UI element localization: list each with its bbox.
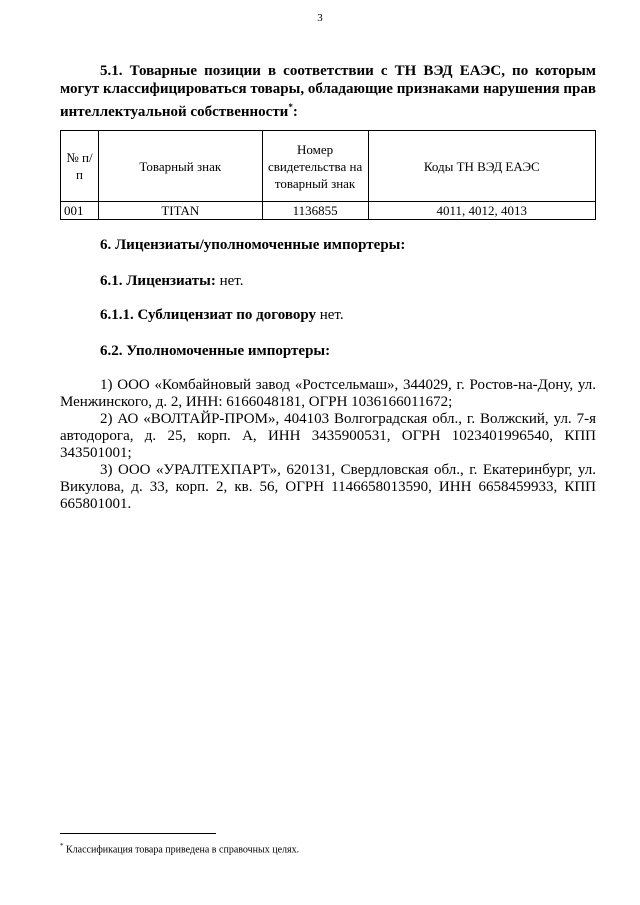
heading-text: 5.1. Товарные позиции в соответствии с ТН ВЭД ЕАЭС, по которым могут классифицироваться товары, обладающие признаками нарушения прав интеллектуальной собственности xyxy=(60,63,596,120)
section-6-2-heading xyxy=(100,342,330,360)
importer-item: 3) ООО «УРАЛТЕХПАРТ», 620131, Свердловская обл., г. Екатеринбург, ул. Викулова, д. 33, корп. 2, кв. 56, ОГРН 1146658013590, ИНН 6658459933, КПП 665801001. xyxy=(60,462,596,512)
page-number: 3 xyxy=(317,12,323,24)
section-6-1-1-value: нет. xyxy=(315,307,344,323)
cell-certificate-number: 1136855 xyxy=(262,202,368,220)
header-number: № п/п xyxy=(61,131,99,202)
cell-trademark: TITAN xyxy=(98,202,262,220)
header-tnved-codes: Коды ТН ВЭД ЕАЭС xyxy=(368,131,595,202)
footnote xyxy=(60,840,299,856)
table-row xyxy=(61,202,596,220)
trademark-table xyxy=(60,130,596,220)
section-6-heading xyxy=(100,236,405,254)
footnote-reference-mark: * xyxy=(288,102,293,112)
section-6-1-value: нет. xyxy=(215,273,244,289)
importer-item: 1) ООО «Комбайновый завод «Ростсельмаш», 344029, г. Ростов-на-Дону, ул. Менжинского, д. 2, ИНН: 6166048181, ОГРН 1036166011672; xyxy=(60,377,596,410)
section-6-title: 6. Лицензиаты/уполномоченные импортеры: xyxy=(100,237,406,253)
section-6-2-title: 6.2. Уполномоченные импортеры: xyxy=(100,343,331,359)
header-trademark: Товарный знак xyxy=(98,131,262,202)
footnote-mark: * xyxy=(60,842,64,850)
table-header-row xyxy=(61,131,596,202)
header-certificate-number: Номер свидетельства на товарный знак xyxy=(262,131,368,202)
section-6-1-1-title: 6.1.1. Сублицензиат по договору xyxy=(100,307,316,323)
footnote-divider xyxy=(60,833,216,834)
section-6-1-title: 6.1. Лицензиаты: xyxy=(100,273,216,289)
section-6-1-1 xyxy=(100,306,344,324)
cell-number: 001 xyxy=(61,202,99,220)
importer-item: 2) АО «ВОЛТАЙР-ПРОМ», 404103 Волгоградская обл., г. Волжский, ул. 7-я автодорога, д. 25, корп. А, ИНН 3435900531, ОГРН 1023401996540, КПП 343501001; xyxy=(60,411,596,461)
section-6-1 xyxy=(100,272,244,290)
section-5-1-heading: 5.1. Товарные позиции в соответствии с ТН ВЭД ЕАЭС, по которым могут классифицироваться товары, обладающие признаками нарушения прав интеллектуальной собственности*: xyxy=(60,63,596,120)
footnote-text: Классификация товара приведена в справочных целях. xyxy=(63,844,300,856)
cell-tnved-codes: 4011, 4012, 4013 xyxy=(368,202,595,220)
